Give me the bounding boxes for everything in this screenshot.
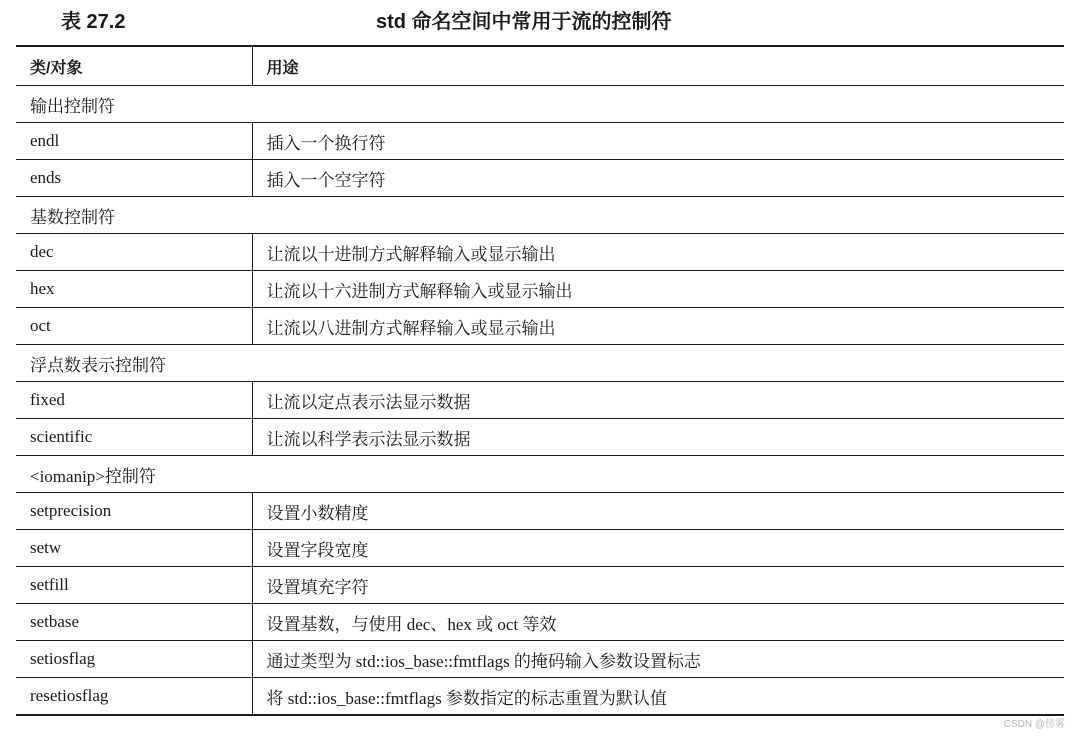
manipulator-purpose: 让流以十六进制方式解释输入或显示输出 [252,271,1064,308]
section-title: 输出控制符 [16,86,1064,123]
header-row [16,46,1064,86]
manipulator-purpose: 插入一个换行符 [252,123,1064,160]
table-row [16,271,1064,308]
section-title: <iomanip>控制符 [16,456,1064,493]
manipulator-purpose: 通过类型为 std::ios_base::fmtflags 的掩码输入参数设置标志 [252,641,1064,678]
table-row [16,567,1064,604]
table-row [16,160,1064,197]
manipulator-name: oct [16,308,252,345]
manipulator-name: fixed [16,382,252,419]
manipulator-purpose: 将 std::ios_base::fmtflags 参数指定的标志重置为默认值 [252,678,1064,716]
table-header [16,46,1064,86]
section-row [16,197,1064,234]
manipulator-purpose: 插入一个空字符 [252,160,1064,197]
table-body [16,86,1064,716]
table-title: std 命名空间中常用于流的控制符 [376,11,672,33]
manipulator-purpose: 设置填充字符 [252,567,1064,604]
table-row [16,678,1064,716]
manipulator-purpose: 让流以十进制方式解释输入或显示输出 [252,234,1064,271]
manipulator-name: setiosflag [16,641,252,678]
table-row [16,123,1064,160]
manipulator-purpose: 设置小数精度 [252,493,1064,530]
table-number: 表 27.2 [61,11,126,33]
section-row [16,456,1064,493]
section-row [16,86,1064,123]
header-purpose: 用途 [252,46,1064,86]
manipulator-table [16,45,1064,716]
section-title: 浮点数表示控制符 [16,345,1064,382]
manipulator-name: resetiosflag [16,678,252,716]
manipulator-name: endl [16,123,252,160]
manipulator-name: dec [16,234,252,271]
table-row [16,493,1064,530]
table-row [16,382,1064,419]
manipulator-purpose: 设置基数，与使用 dec、hex 或 oct 等效 [252,604,1064,641]
manipulator-purpose: 让流以定点表示法显示数据 [252,382,1064,419]
header-class-object: 类/对象 [16,46,252,86]
table-row [16,234,1064,271]
table-row [16,641,1064,678]
manipulator-name: hex [16,271,252,308]
manipulator-name: setbase [16,604,252,641]
manipulator-name: setfill [16,567,252,604]
manipulator-purpose: 设置字段宽度 [252,530,1064,567]
manipulator-name: setprecision [16,493,252,530]
manipulator-purpose: 让流以八进制方式解释输入或显示输出 [252,308,1064,345]
table-caption [0,0,1081,40]
table-row [16,604,1064,641]
watermark: CSDN @傍雾 [1003,719,1065,730]
manipulator-name: ends [16,160,252,197]
manipulator-name: setw [16,530,252,567]
section-title: 基数控制符 [16,197,1064,234]
manipulator-name: scientific [16,419,252,456]
table-row [16,308,1064,345]
table-row [16,419,1064,456]
table-row [16,530,1064,567]
section-row [16,345,1064,382]
manipulator-purpose: 让流以科学表示法显示数据 [252,419,1064,456]
